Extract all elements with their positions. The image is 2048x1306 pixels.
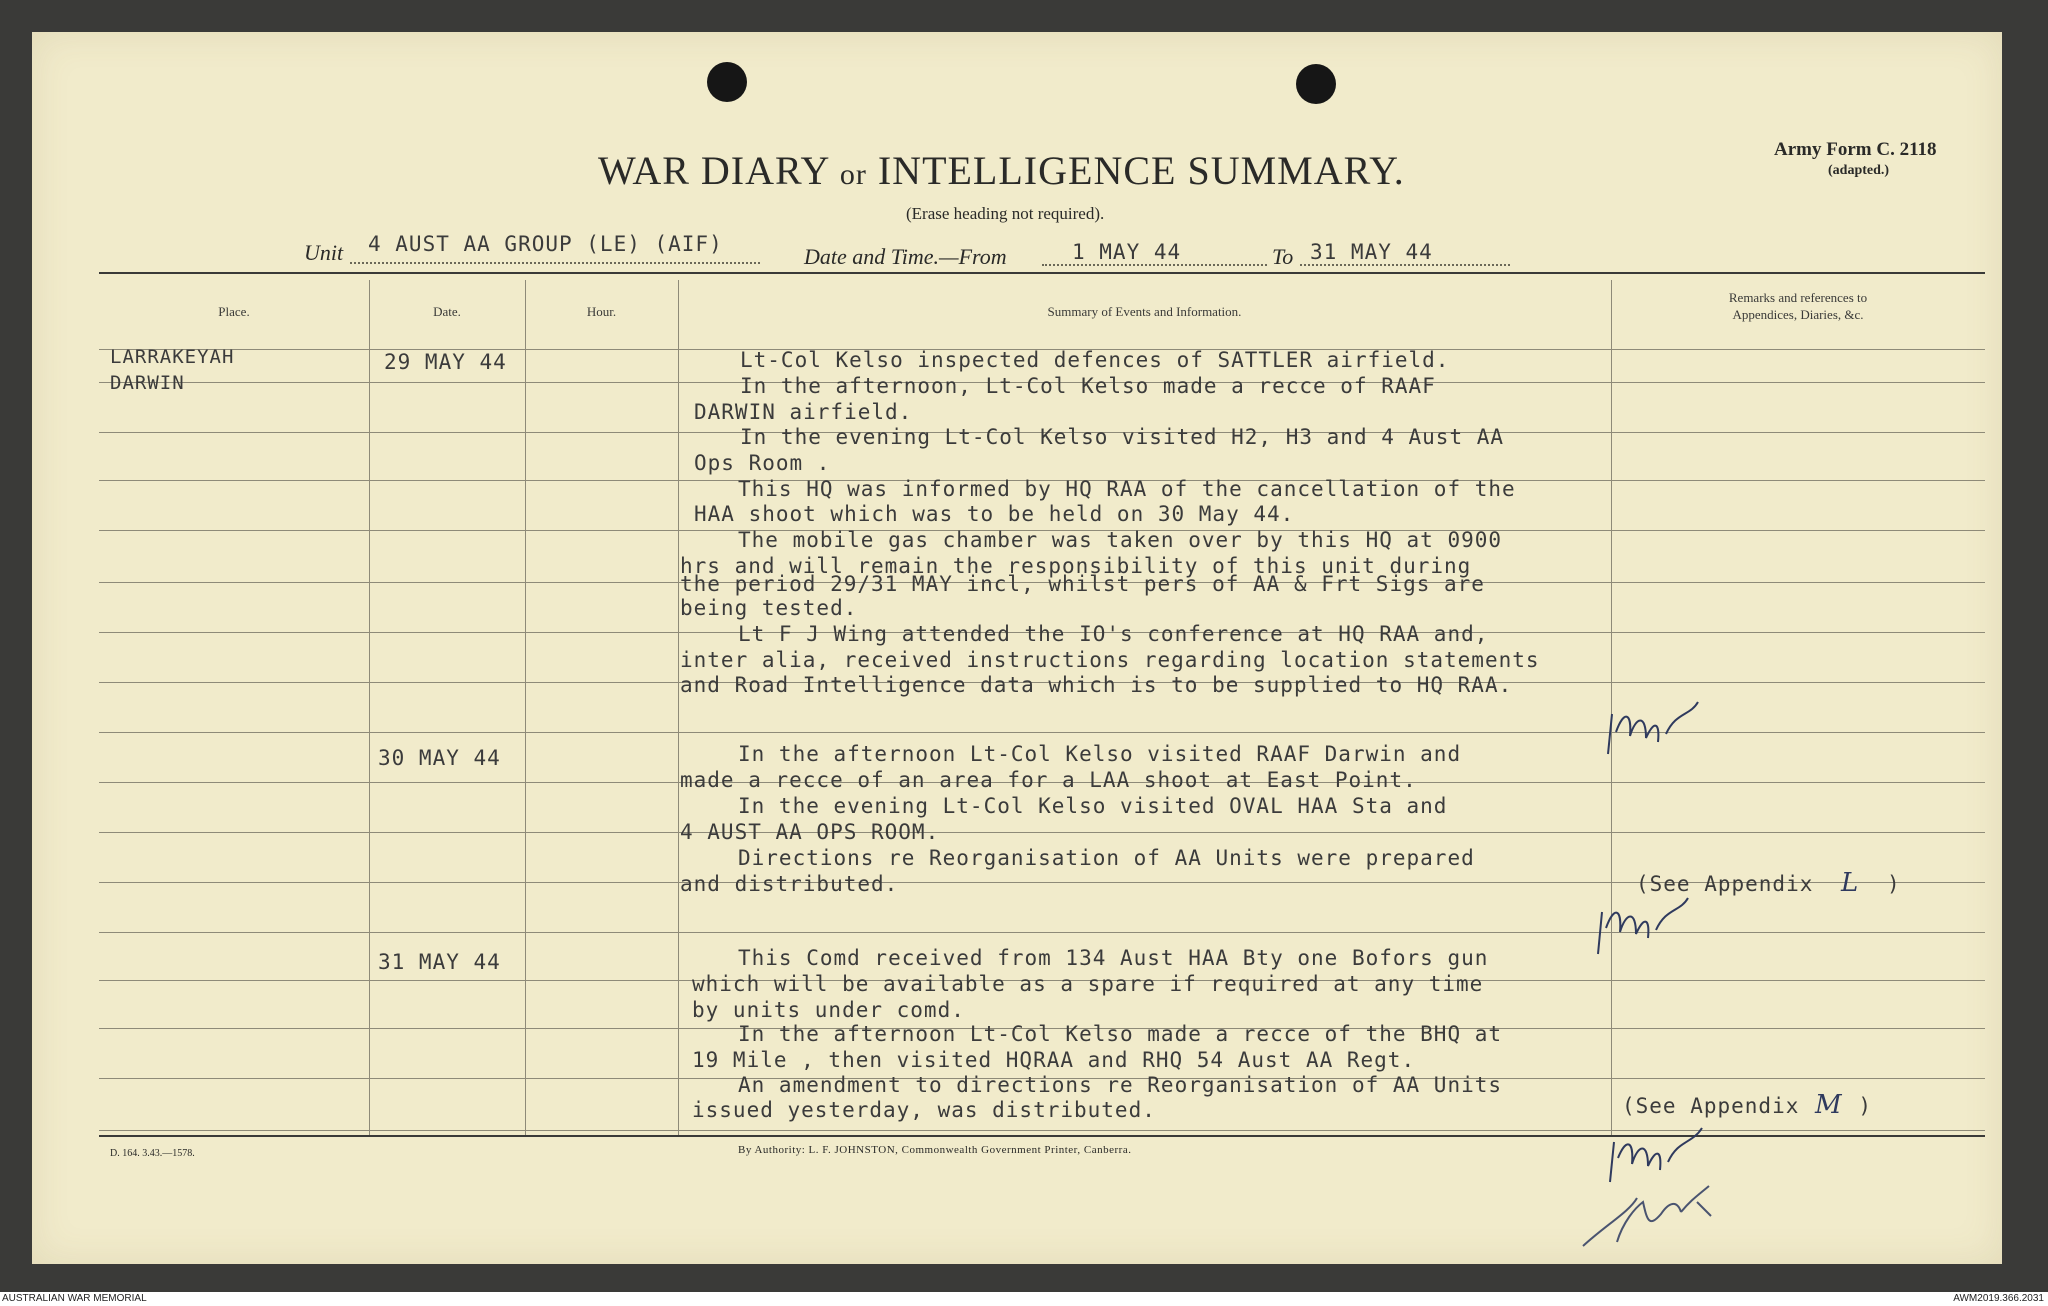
- summary-line: and Road Intelligence data which is to be supplied to HQ RAA.: [680, 673, 1513, 697]
- summary-line: This Comd received from 134 Aust HAA Bty one Bofors gun: [738, 946, 1489, 970]
- appendix-1-close: ): [1886, 872, 1901, 896]
- printer-authority: By Authority: L. F. JOHNSTON, Commonwealth Government Printer, Canberra.: [738, 1144, 1132, 1156]
- title-or: or: [839, 158, 867, 191]
- from-dotted-line: [1042, 264, 1267, 266]
- unit-dotted-line: [350, 262, 760, 264]
- ruled-line: [99, 832, 1985, 833]
- summary-line: and distributed.: [680, 872, 899, 896]
- summary-line: Lt F J Wing attended the IO's conference at HQ RAA and,: [738, 622, 1489, 646]
- summary-line: being tested.: [680, 596, 858, 620]
- archive-left-caption: AUSTRALIAN WAR MEMORIAL: [2, 1293, 147, 1304]
- col-header-place: Place.: [218, 304, 250, 319]
- initials-mark-1: [1602, 692, 1712, 762]
- summary-line: An amendment to directions re Reorganisation of AA Units: [738, 1073, 1503, 1097]
- col-header-remarks-2: Appendices, Diaries, &c.: [1732, 307, 1864, 322]
- col-divider-date: [525, 280, 526, 1135]
- summary-line: This HQ was informed by HQ RAA of the cancellation of the: [738, 477, 1516, 501]
- summary-line: HAA shoot which was to be held on 30 May 44.: [694, 502, 1295, 526]
- unit-value: 4 AUST AA GROUP (LE) (AIF): [368, 232, 723, 256]
- to-value: 31 MAY 44: [1310, 240, 1433, 264]
- archive-right-caption: AWM2019.366.2031: [1953, 1293, 2044, 1304]
- punch-hole-right: [1296, 64, 1336, 104]
- appendix-1-letter: L: [1841, 868, 1860, 898]
- summary-line: the period 29/31 MAY incl, whilst pers of AA & Frt Sigs are: [680, 572, 1485, 596]
- signature-mark: [1577, 1172, 1727, 1252]
- date-31-may: 31 MAY 44: [378, 950, 501, 974]
- from-value: 1 MAY 44: [1072, 240, 1182, 264]
- summary-line: made a recce of an area for a LAA shoot at East Point.: [680, 768, 1417, 792]
- date-30-may: 30 MAY 44: [378, 746, 501, 770]
- summary-line: In the afternoon Lt-Col Kelso made a recce of the BHQ at: [738, 1022, 1503, 1046]
- appendix-2-letter: M: [1815, 1090, 1843, 1120]
- summary-line: In the evening Lt-Col Kelso visited OVAL HAA Sta and: [738, 794, 1448, 818]
- title-part-1: WAR DIARY: [598, 148, 829, 193]
- col-divider-hour: [678, 280, 679, 1135]
- summary-line: Ops Room .: [694, 451, 831, 475]
- date-time-label: Date and Time.—From: [804, 244, 1007, 269]
- army-form-adapted: (adapted.): [1828, 163, 1890, 178]
- initials-mark-2: [1592, 882, 1702, 962]
- army-form-label: Army Form C. 2118: [1774, 139, 1937, 160]
- summary-line: inter alia, received instructions regarding location statements: [680, 648, 1540, 672]
- summary-line: Directions re Reorganisation of AA Units were prepared: [738, 846, 1475, 870]
- summary-line: 19 Mile , then visited HQRAA and RHQ 54 Aust AA Regt.: [692, 1048, 1416, 1072]
- form-code: D. 164. 3.43.—1578.: [110, 1148, 195, 1159]
- summary-line: Lt-Col Kelso inspected defences of SATTLER airfield.: [740, 348, 1450, 372]
- summary-line: which will be available as a spare if required at any time: [692, 972, 1484, 996]
- table-top-rule: [99, 272, 1985, 274]
- summary-line: The mobile gas chamber was taken over by this HQ at 0900: [738, 528, 1503, 552]
- see-appendix-1-text: (See Appendix: [1636, 872, 1814, 896]
- summary-line: In the evening Lt-Col Kelso visited H2, H3 and 4 Aust AA: [740, 425, 1505, 449]
- diary-page: [32, 32, 2002, 1264]
- summary-line: In the afternoon, Lt-Col Kelso made a recce of RAAF: [740, 374, 1436, 398]
- unit-label: Unit: [304, 240, 344, 265]
- summary-line: DARWIN airfield.: [694, 400, 913, 424]
- title-part-2: INTELLIGENCE SUMMARY.: [877, 148, 1405, 193]
- col-header-date: Date.: [433, 304, 461, 319]
- place-line-1: LARRAKEYAH: [110, 346, 235, 368]
- col-header-remarks-1: Remarks and references to: [1728, 290, 1868, 305]
- summary-line: 4 AUST AA OPS ROOM.: [680, 820, 940, 844]
- punch-hole-left: [707, 62, 747, 102]
- col-header-summary: Summary of Events and Information.: [1047, 304, 1242, 319]
- date-29-may: 29 MAY 44: [384, 350, 507, 374]
- form-title: [598, 147, 1405, 194]
- to-dotted-line: [1300, 264, 1510, 266]
- summary-line: issued yesterday, was distributed.: [692, 1098, 1156, 1122]
- see-appendix-2-text: (See Appendix: [1622, 1094, 1800, 1118]
- ruled-line: [99, 932, 1985, 933]
- summary-line: by units under comd.: [692, 998, 965, 1022]
- summary-line: In the afternoon Lt-Col Kelso visited RAAF Darwin and: [738, 742, 1462, 766]
- erase-note: (Erase heading not required).: [906, 204, 1105, 223]
- place-line-2: DARWIN: [110, 372, 185, 394]
- summary-line: hrs and will remain the responsibility of this unit during: [680, 554, 1472, 578]
- to-label: To: [1272, 244, 1294, 269]
- appendix-2-close: ): [1858, 1094, 1872, 1118]
- archive-caption-bar: [0, 1292, 2048, 1306]
- col-divider-place: [369, 280, 370, 1135]
- col-header-hour: Hour.: [586, 304, 617, 319]
